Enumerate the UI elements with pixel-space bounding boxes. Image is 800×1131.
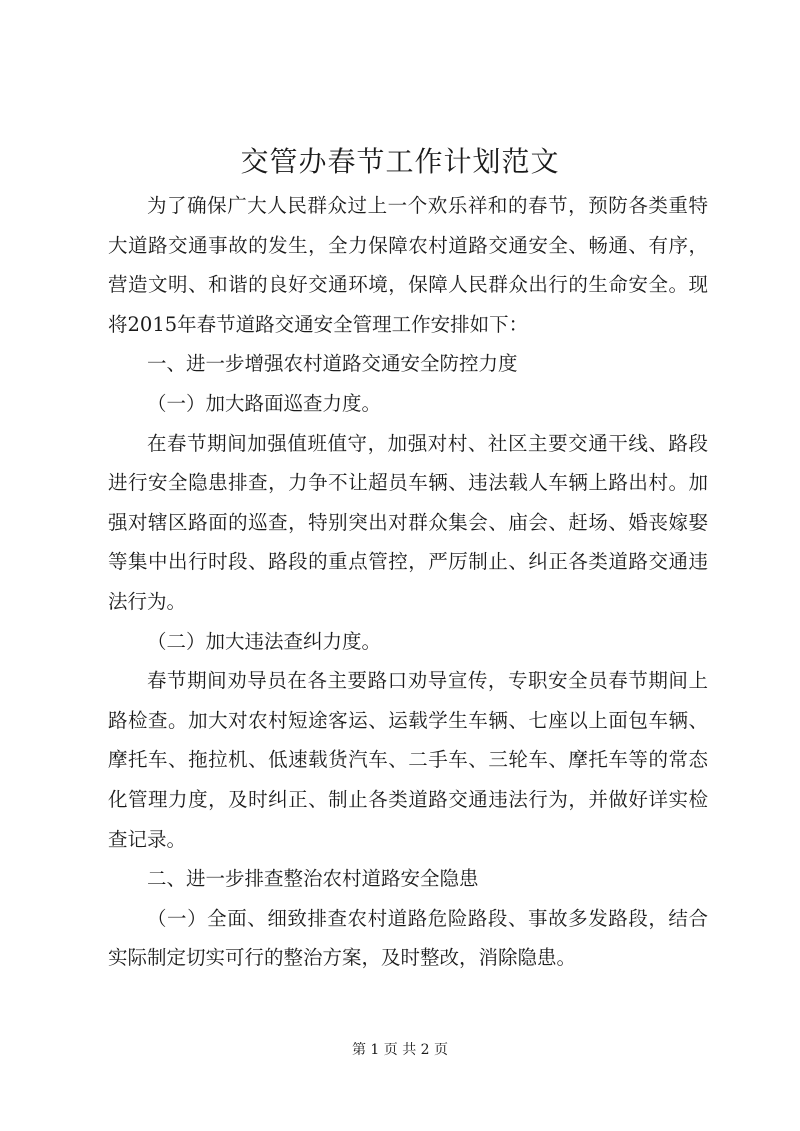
paragraph-1-2: 春节期间劝导员在各主要路口劝导宣传，专职安全员春节期间上路检查。加大对农村短途客运、运载学生车辆、七座以上面包车辆、摩托车、拖拉机、低速载货汽车、二手车、三轮车、摩托车等的常态化管理力度，及时纠正、制止各类道路交通违法行为，并做好详实检查记录。 bbox=[108, 669, 708, 851]
subheading-1-2: （二）加大违法查纠力度。 bbox=[147, 629, 382, 653]
paragraph-intro: 为了确保广大人民群众过上一个欢乐祥和的春节，预防各类重特大道路交通事故的发生，全力保障农村道路交通安全、畅通、有序，营造文明、和谐的良好交通环境，保障人民群众出行的生命安全。现将2015年春节道路交通安全管理工作安排如下： bbox=[108, 194, 708, 336]
page-footer: 第 1 页 共 2 页 bbox=[351, 1042, 449, 1058]
paragraph-2-1: （一）全面、细致排查农村道路危险路段、事故多发路段，结合实际制定切实可行的整治方案，及时整改，消除隐患。 bbox=[108, 906, 708, 970]
heading-section-2: 二、进一步排查整治农村道路安全隐患 bbox=[147, 867, 479, 891]
paragraph-1-1: 在春节期间加强值班值守，加强对村、社区主要交通干线、路段进行安全隐患排查，力争不让超员车辆、违法载人车辆上路出村。加强对辖区路面的巡查，特别突出对群众集会、庙会、赶场、婚丧嫁娶等集中出行时段、路段的重点管控，严厉制止、纠正各类道路交通违法行为。 bbox=[108, 431, 708, 613]
subheading-1-1: （一）加大路面巡查力度。 bbox=[147, 391, 382, 415]
document-body bbox=[108, 186, 708, 978]
document-title: 交管办春节工作计划范文 bbox=[240, 145, 560, 178]
heading-section-1: 一、进一步增强农村道路交通安全防控力度 bbox=[147, 352, 518, 376]
